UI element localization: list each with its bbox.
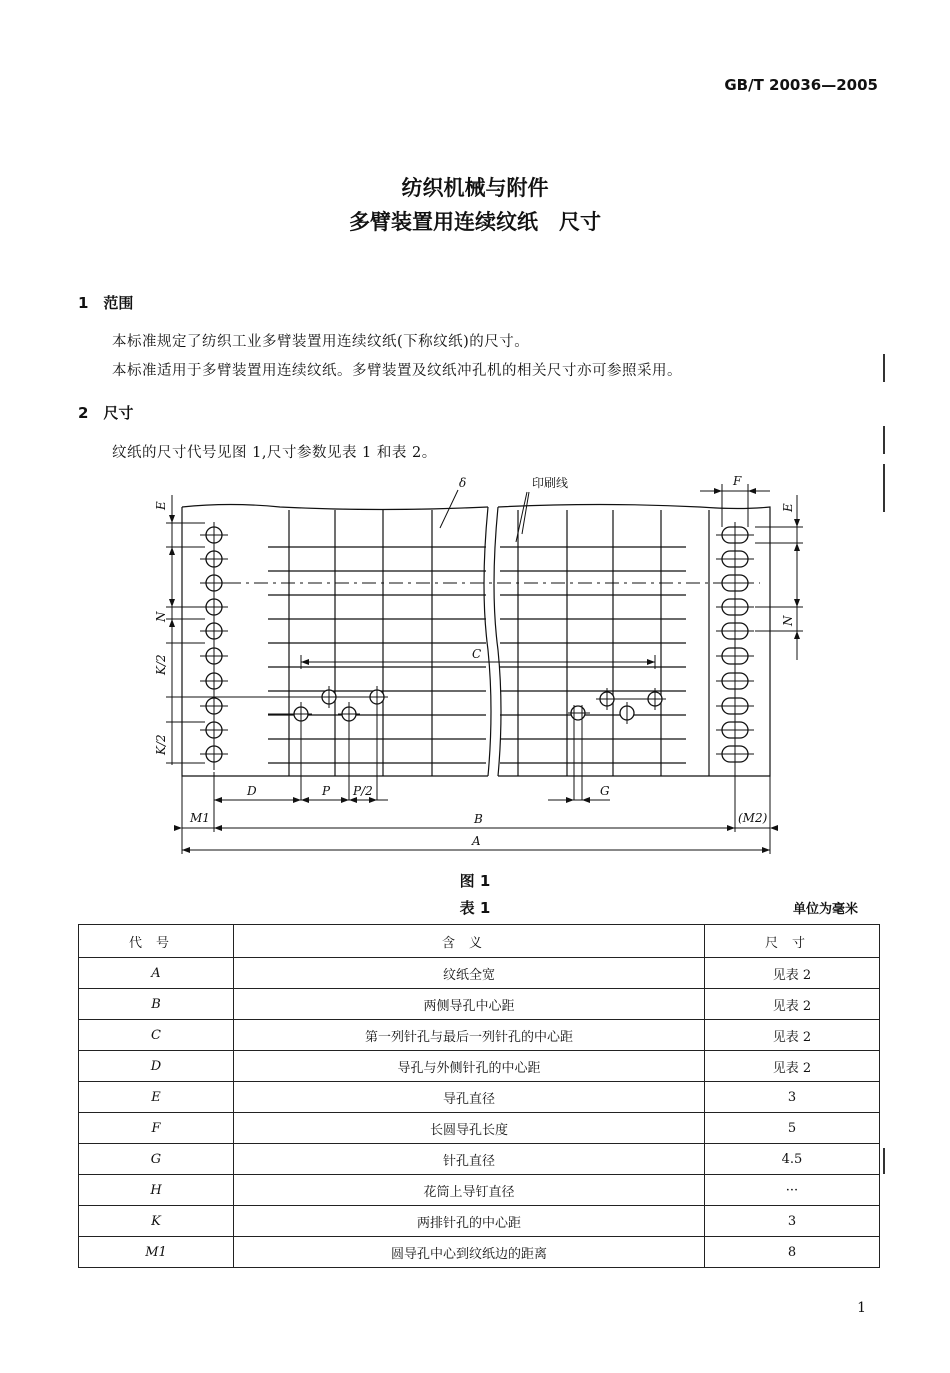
row-meaning-cell: 花筒上导钉直径 — [234, 1175, 705, 1206]
row-meaning-cell: 导孔直径 — [234, 1082, 705, 1113]
table-row — [79, 1082, 880, 1113]
table-row — [79, 1237, 880, 1268]
label-K2-lower: K/2 — [154, 734, 168, 755]
row-meaning-cell: 导孔与外侧针孔的中心距 — [234, 1051, 705, 1082]
table-caption: 表 1 — [459, 899, 491, 917]
label-C: C — [472, 647, 482, 661]
label-M2: (M2) — [738, 811, 768, 825]
row-size-cell: 见表 2 — [705, 1020, 880, 1051]
table-row — [79, 1206, 880, 1237]
standard-number: GB/T 20036—2005 — [724, 76, 878, 94]
row-code-cell: E — [79, 1082, 234, 1113]
row-meaning-cell: 长圆导孔长度 — [234, 1113, 705, 1144]
header-code: 代号 — [79, 925, 234, 958]
row-code-cell: K — [79, 1206, 234, 1237]
row-size-cell: 3 — [705, 1206, 880, 1237]
label-D: D — [247, 784, 257, 798]
label-K2-upper: K/2 — [154, 654, 168, 675]
section-1-paragraph-1: 本标准规定了纺织工业多臂装置用连续纹纸(下称纹纸)的尺寸。 — [112, 334, 530, 350]
table-row — [79, 1144, 880, 1175]
row-size-cell: 5 — [705, 1113, 880, 1144]
label-A: A — [472, 834, 481, 848]
label-E-right: E — [781, 503, 795, 512]
label-delta: δ — [459, 476, 467, 490]
label-P-half: P/2 — [353, 784, 373, 798]
page-number: 1 — [857, 1300, 866, 1316]
label-print-line: 印刷线 — [532, 476, 569, 490]
row-meaning-cell: 两排针孔的中心距 — [234, 1206, 705, 1237]
section-1-paragraph-2: 本标准适用于多臂装置用连续纹纸。多臂装置及纹纸冲孔机的相关尺寸亦可参照采用。 — [112, 363, 682, 379]
row-size-cell: 8 — [705, 1237, 880, 1268]
row-code-cell: A — [79, 958, 234, 989]
row-code-cell: M1 — [79, 1237, 234, 1268]
section-2-paragraph-1: 纹纸的尺寸代号见图 1,尺寸参数见表 1 和表 2。 — [112, 445, 437, 461]
label-E-left: E — [154, 501, 168, 510]
row-meaning-cell: 针孔直径 — [234, 1144, 705, 1175]
row-code-cell: C — [79, 1020, 234, 1051]
title-line-2: 多臂装置用连续纹纸 尺寸 — [349, 210, 601, 234]
row-size-cell: 4.5 — [705, 1144, 880, 1175]
table-row — [79, 1175, 880, 1206]
row-meaning-cell: 两侧导孔中心距 — [234, 989, 705, 1020]
label-F: F — [733, 474, 742, 488]
table-row — [79, 989, 880, 1020]
label-G: G — [600, 784, 610, 798]
row-size-cell: 3 — [705, 1082, 880, 1113]
section-1-heading: 1 范围 — [78, 294, 134, 312]
row-size-cell: 见表 2 — [705, 1051, 880, 1082]
header-size: 尺寸 — [705, 925, 880, 958]
row-code-cell: H — [79, 1175, 234, 1206]
header-meaning: 含义 — [234, 925, 705, 958]
title-line-1: 纺织机械与附件 — [401, 176, 549, 200]
label-M1: M1 — [190, 811, 210, 825]
row-meaning-cell: 圆导孔中心到纹纸边的距离 — [234, 1237, 705, 1268]
row-size-cell: ··· — [705, 1175, 880, 1206]
row-code-cell: B — [79, 989, 234, 1020]
label-N-left: N — [154, 611, 168, 622]
row-code-cell: F — [79, 1113, 234, 1144]
margin-bar — [883, 354, 885, 382]
figure-caption: 图 1 — [459, 872, 491, 890]
label-N-right: N — [781, 615, 795, 626]
table-header-row — [79, 925, 880, 958]
table-row — [79, 1113, 880, 1144]
row-meaning-cell: 第一列针孔与最后一列针孔的中心距 — [234, 1020, 705, 1051]
table-unit-note: 单位为毫米 — [792, 902, 858, 917]
label-B: B — [474, 812, 483, 826]
margin-bar — [883, 1148, 885, 1174]
row-size-cell: 见表 2 — [705, 958, 880, 989]
table-row — [79, 958, 880, 989]
section-2-heading: 2 尺寸 — [78, 404, 134, 422]
row-meaning-cell: 纹纸全宽 — [234, 958, 705, 989]
row-code-cell: D — [79, 1051, 234, 1082]
label-P: P — [322, 784, 331, 798]
table-1 — [78, 924, 880, 1268]
figure-1-drawing — [0, 470, 950, 865]
margin-bar — [883, 426, 885, 454]
row-size-cell: 见表 2 — [705, 989, 880, 1020]
row-code-cell: G — [79, 1144, 234, 1175]
table-row — [79, 1020, 880, 1051]
table-row — [79, 1051, 880, 1082]
